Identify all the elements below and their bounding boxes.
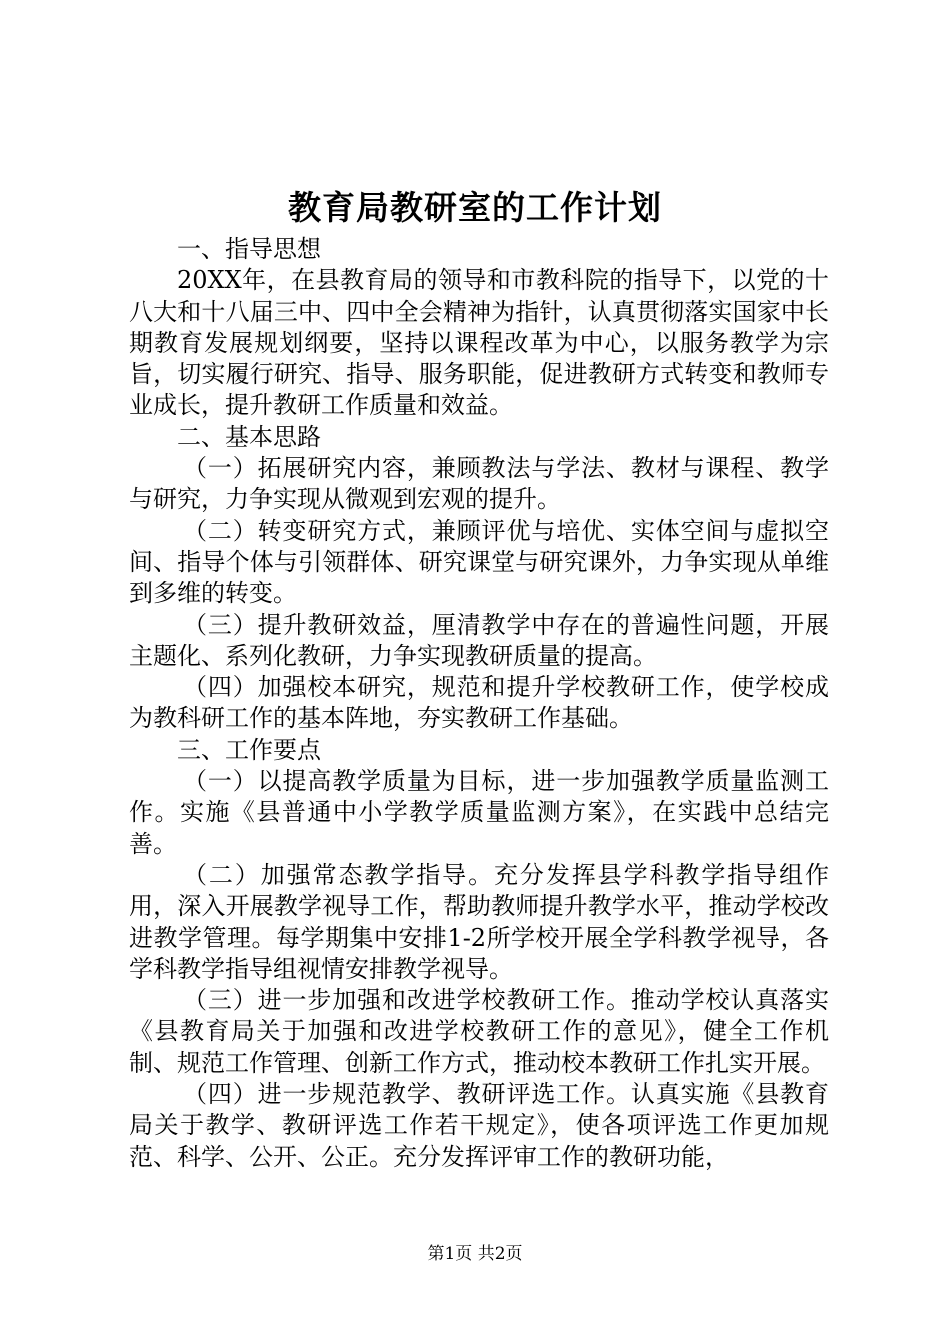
section-heading-guiding-ideology: 一、指导思想: [177, 235, 321, 263]
document-title: 教育局教研室的工作计划: [288, 188, 662, 227]
paragraph-approach-4: （四）加强校本研究，规范和提升学校教研工作，使学校成为教科研工作的基本阵地，夯实教研工作基础。: [129, 673, 829, 733]
section-heading-work-points: 三、工作要点: [177, 735, 321, 764]
document-body: [129, 234, 829, 1173]
paragraph-work-point-1: （一）以提高教学质量为目标，进一步加强教学质量监测工作。实施《县普通中小学教学质量监测方案》，在实践中总结完善。: [129, 767, 829, 858]
page-indicator: 第1页 共2页: [427, 1244, 523, 1264]
paragraph-work-point-2: （二）加强常态教学指导。充分发挥县学科教学指导组作用，深入开展教学视导工作，帮助教师提升教学水平，推动学校改进教学管理。每学期集中安排1-2所学校开展全学科教学视导，各学科教学指导组视情安排教学视导。: [129, 860, 829, 983]
paragraph-guiding-ideology: 20XX年，在县教育局的领导和市教科院的指导下，以党的十八大和十八届三中、四中全会精神为指针，认真贯彻落实国家中长期教育发展规划纲要，坚持以课程改革为中心，以服务教学为宗旨，切实履行研究、指导、服务职能，促进教研方式转变和教师专业成长，提升教研工作质量和效益。: [129, 266, 829, 420]
section-heading-basic-approach: 二、基本思路: [177, 422, 321, 451]
paragraph-approach-2: （二）转变研究方式，兼顾评优与培优、实体空间与虚拟空间、指导个体与引领群体、研究课堂与研究课外，力争实现从单维到多维的转变。: [129, 516, 829, 608]
paragraph-approach-3: （三）提升教研效益，厘清教学中存在的普遍性问题，开展主题化、系列化教研，力争实现教研质量的提高。: [129, 610, 829, 670]
paragraph-approach-1: （一）拓展研究内容，兼顾教法与学法、教材与课程、教学与研究，力争实现从微观到宏观的提升。: [129, 454, 829, 514]
paragraph-work-point-4: （四）进一步规范教学、教研评选工作。认真实施《县教育局关于教学、教研评选工作若干规定》，使各项评选工作更加规范、科学、公开、公正。充分发挥评审工作的教研功能，: [129, 1080, 829, 1171]
paragraph-work-point-3: （三）进一步加强和改进学校教研工作。推动学校认真落实《县教育局关于加强和改进学校教研工作的意见》，健全工作机制、规范工作管理、创新工作方式，推动校本教研工作扎实开展。: [129, 986, 829, 1077]
